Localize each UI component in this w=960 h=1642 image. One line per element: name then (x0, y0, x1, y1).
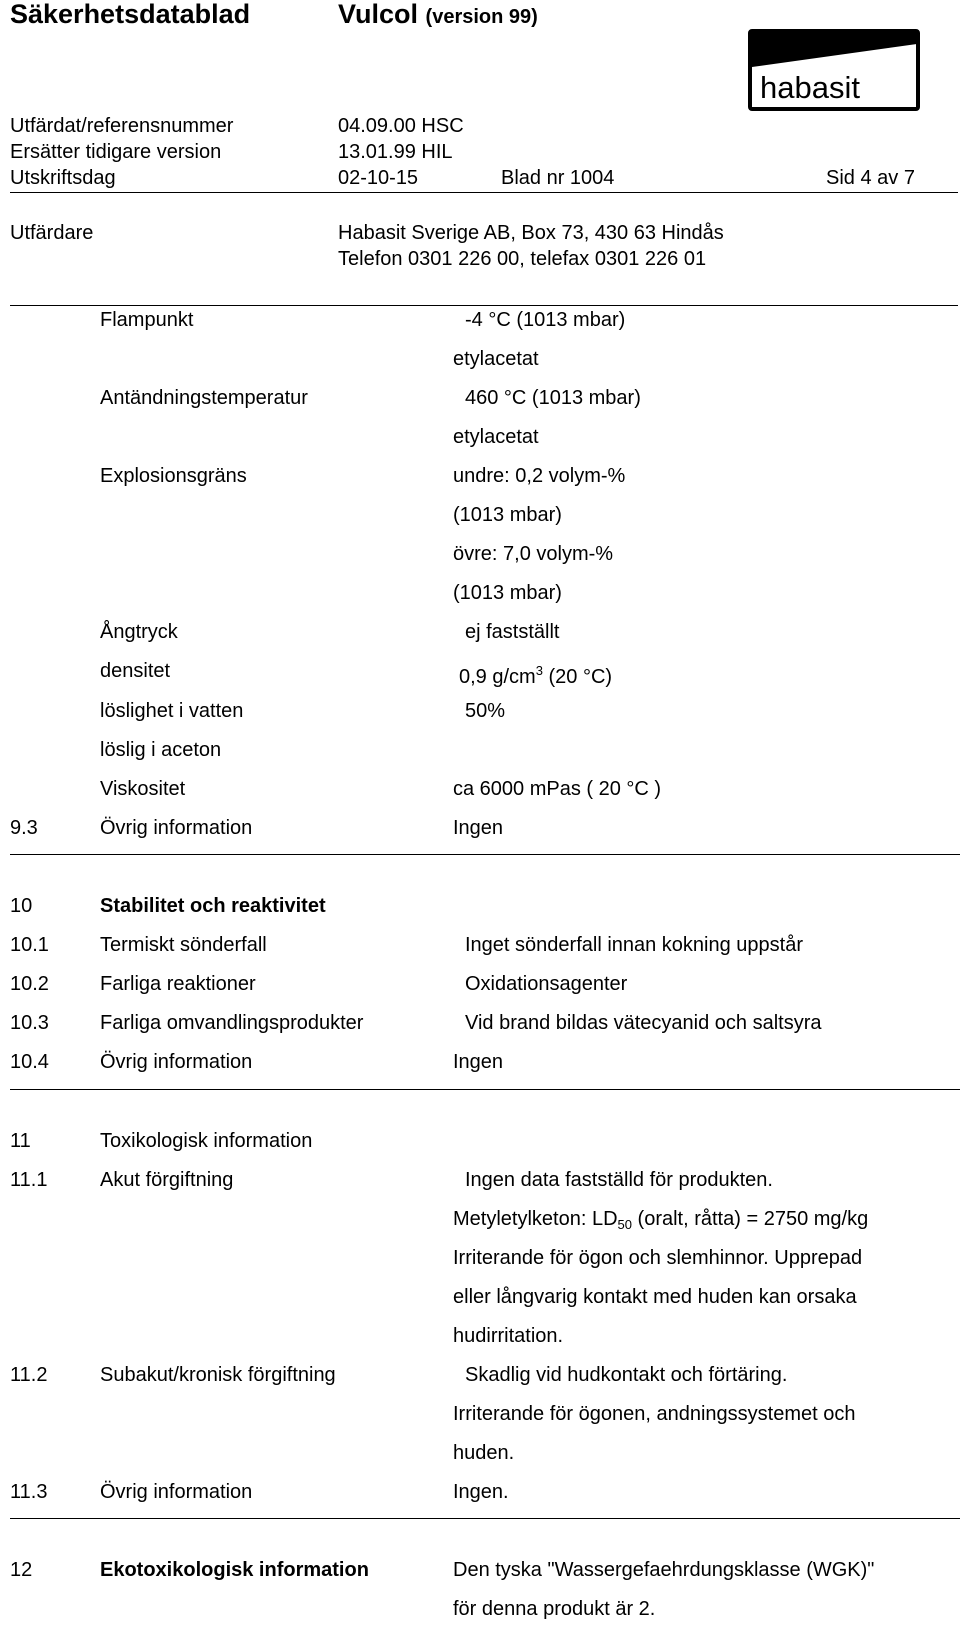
density-temp: (20 °C) (542, 666, 613, 688)
s9-value-ignition-ref: etylacetat (453, 426, 539, 448)
s10-r2-num: 10.2 (10, 973, 49, 995)
s9-value-explosion-upper-p: (1013 mbar) (453, 582, 562, 604)
s10-r4-label: Övrig information (100, 1051, 253, 1073)
habasit-logo (748, 29, 920, 111)
s12-title: Ekotoxikologisk information (100, 1559, 369, 1581)
s9-value-vapor: ej fastställt (465, 621, 560, 643)
document-title (10, 0, 250, 30)
ld-label: Metyletylketon: LD (453, 1208, 618, 1230)
s11-r2-value-3: huden. (453, 1442, 515, 1464)
s10-title: Stabilitet och reaktivitet (100, 895, 326, 917)
section9-divider (10, 854, 960, 855)
density-value: 0,9 g/cm (459, 666, 536, 688)
s11-title: Toxikologisk information (100, 1130, 313, 1152)
doc-type-title: Säkerhetsdatablad (10, 0, 251, 29)
issuer-label: Utfärdare (10, 222, 94, 244)
s9-other-num: 9.3 (10, 817, 38, 839)
s11-r2-label: Subakut/kronisk förgiftning (100, 1364, 336, 1386)
s11-r1-value-4: eller långvarig kontakt med huden kan orsaka (453, 1286, 857, 1308)
density-exponent: 3 (535, 663, 543, 678)
meta-value-replaces: 13.01.99 HIL (338, 141, 453, 163)
s10-r1-value: Inget sönderfall innan kokning uppstår (465, 934, 804, 956)
s11-r2-value-1: Skadlig vid hudkontakt och förtäring. (465, 1364, 788, 1386)
s11-r1-label: Akut förgiftning (100, 1169, 234, 1191)
s10-r3-num: 10.3 (10, 1012, 49, 1034)
s10-r3-value: Vid brand bildas vätecyanid och saltsyra (465, 1012, 822, 1034)
s10-r4-num: 10.4 (10, 1051, 49, 1073)
s9-value-ignition: 460 °C (1013 mbar) (465, 387, 641, 409)
header-divider (10, 192, 958, 193)
s9-other-value: Ingen (453, 817, 504, 839)
section11-divider (10, 1518, 960, 1519)
section10-divider (10, 1089, 960, 1090)
s11-r3-value: Ingen. (453, 1481, 509, 1503)
s9-value-density (459, 658, 612, 690)
meta-label-printed: Utskriftsdag (10, 167, 116, 189)
s9-value-explosion-lower-p: (1013 mbar) (453, 504, 562, 526)
logo-wordmark: habasit (760, 70, 860, 105)
product-title (338, 0, 538, 33)
s10-num: 10 (10, 895, 33, 917)
s11-r3-label: Övrig information (100, 1481, 253, 1503)
s9-value-explosion-upper: övre: 7,0 volym-% (453, 543, 614, 565)
s10-r3-label: Farliga omvandlingsprodukter (100, 1012, 364, 1034)
s11-r2-num: 11.2 (10, 1364, 48, 1386)
s9-label-flashpoint: Flampunkt (100, 309, 194, 331)
s9-value-solubility: 50% (465, 700, 506, 722)
s11-r1-value-1: Ingen data fastställd för produkten. (465, 1169, 773, 1191)
sheet-number: Blad nr 1004 (501, 167, 615, 189)
s12-value-2: för denna produkt är 2. (453, 1598, 656, 1620)
page-indicator: Sid 4 av 7 (826, 167, 915, 189)
s10-r2-label: Farliga reaktioner (100, 973, 256, 995)
s9-label-density: densitet (100, 660, 171, 682)
product-version: (version 99) (425, 6, 538, 28)
s11-r1-value-5: hudirritation. (453, 1325, 564, 1347)
meta-label-replaces: Ersätter tidigare version (10, 141, 222, 163)
s11-r1-value-3: Irriterande för ögon och slemhinnor. Upprepad (453, 1247, 863, 1269)
ld-subscript: 50 (617, 1217, 632, 1232)
meta-value-issued: 04.09.00 HSC (338, 115, 464, 137)
s10-r1-label: Termiskt sönderfall (100, 934, 267, 956)
s9-label-acetone: löslig i aceton (100, 739, 222, 761)
s9-value-viscosity: ca 6000 mPas ( 20 °C ) (453, 778, 662, 800)
s11-r1-num: 11.1 (10, 1169, 48, 1191)
s11-r3-num: 11.3 (10, 1481, 48, 1503)
s9-value-flashpoint-ref: etylacetat (453, 348, 539, 370)
s9-value-explosion-lower: undre: 0,2 volym-% (453, 465, 626, 487)
s12-value-1: Den tyska "Wassergefaehrdungsklasse (WGK)" (453, 1559, 875, 1581)
product-name: Vulcol (338, 0, 419, 29)
s9-label-explosion: Explosionsgräns (100, 465, 247, 487)
s12-num: 12 (10, 1559, 33, 1581)
meta-value-printed: 02-10-15 (338, 167, 419, 189)
s9-label-viscosity: Viskositet (100, 778, 186, 800)
s10-r4-value: Ingen (453, 1051, 504, 1073)
s11-r1-value-2 (453, 1206, 868, 1238)
s9-label-vapor: Ångtryck (100, 621, 178, 643)
issuer-contact: Telefon 0301 226 00, telefax 0301 226 01 (338, 248, 707, 270)
s9-label-solubility: löslighet i vatten (100, 700, 244, 722)
issuer-address: Habasit Sverige AB, Box 73, 430 63 Hindås (338, 222, 724, 244)
issuer-divider (10, 305, 958, 306)
meta-label-issued: Utfärdat/referensnummer (10, 115, 234, 137)
s9-label-ignition: Antändningstemperatur (100, 387, 308, 409)
s10-r2-value: Oxidationsagenter (465, 973, 628, 995)
s11-num: 11 (10, 1130, 31, 1152)
s10-r1-num: 10.1 (10, 934, 49, 956)
s11-r2-value-2: Irriterande för ögonen, andningssystemet och (453, 1403, 856, 1425)
s9-other-label: Övrig information (100, 817, 253, 839)
s9-value-flashpoint: -4 °C (1013 mbar) (465, 309, 626, 331)
ld-value: (oralt, råtta) = 2750 mg/kg (631, 1208, 869, 1230)
